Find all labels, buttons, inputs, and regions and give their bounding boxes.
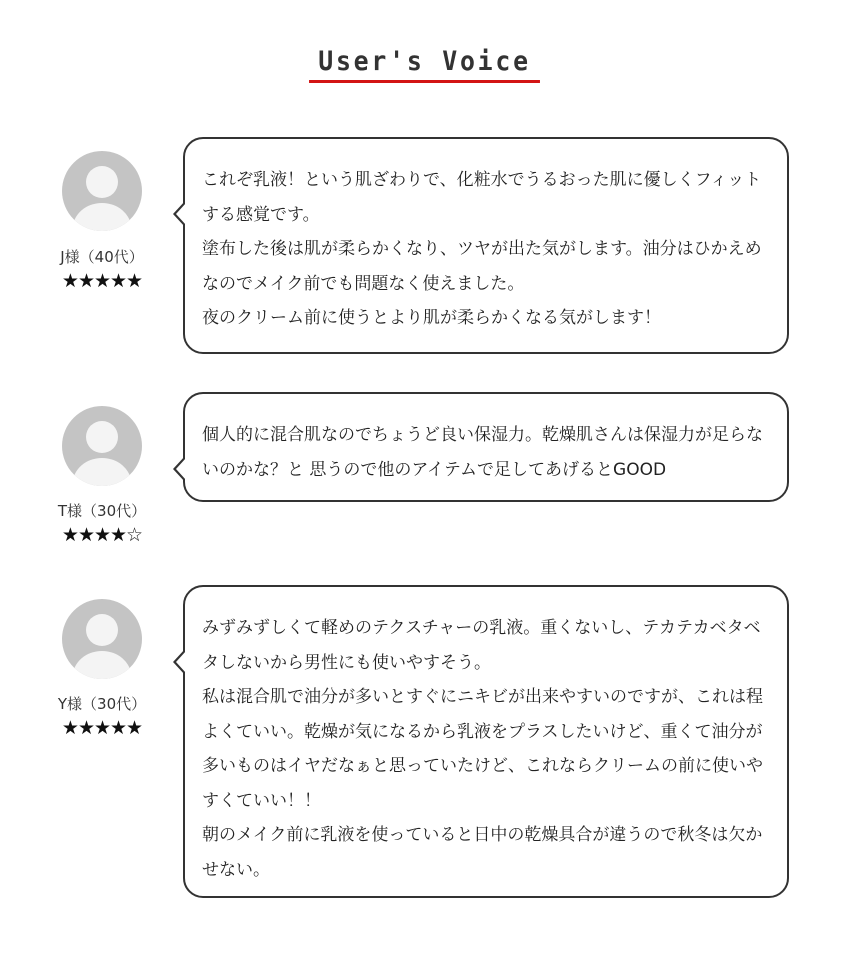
review-text: みずみずしくて軽めのテクスチャーの乳液。重くないし、テカテカベタベタしないから男性にも使いやすそう。 (202, 618, 761, 673)
avatar-head (86, 166, 118, 198)
avatar-body (73, 651, 131, 679)
star-rating: ★★★★★ (61, 270, 143, 292)
review-text: 夜のクリーム前に使うとより肌が柔らかくなる気がします！ (202, 308, 661, 328)
star-rating: ★★★★☆ (61, 524, 143, 546)
avatar-body (73, 458, 131, 486)
review-text: 個人的に混合肌なのでちょうど良い保湿力。乾燥肌さんは保湿力が足らないのかな？と 思うので他のアイテムで足してあげるとGOOD (202, 425, 763, 480)
reviewer-name: T様（30代） (57, 502, 147, 520)
avatar-head (86, 614, 118, 646)
user-avatar-icon (62, 599, 142, 679)
section-header (0, 46, 850, 83)
review-text: 塗布した後は肌が柔らかくなり、ツヤが出た気がします。油分はひかえめなのでメイク前でも問題なく使えました。 (202, 239, 762, 294)
speech-bubble (183, 137, 789, 354)
star-rating: ★★★★★ (61, 717, 143, 739)
page-title: User's Voice (309, 46, 540, 83)
speech-bubble (183, 392, 789, 502)
review-text: 朝のメイク前に乳液を使っていると日中の乾燥具合が違うので秋冬は欠かせない。 (202, 825, 763, 880)
user-avatar-icon (62, 151, 142, 231)
review-text: これぞ乳液！という肌ざわりで、化粧水でうるおった肌に優しくフィットする感覚です。 (202, 170, 762, 225)
user-avatar-icon (62, 406, 142, 486)
avatar-head (86, 421, 118, 453)
avatar-body (73, 203, 131, 231)
speech-bubble (183, 585, 789, 898)
reviewer-name: J様（40代） (60, 248, 144, 266)
reviewer-name: Y様（30代） (57, 695, 147, 713)
review-text: 私は混合肌で油分が多いとすぐにニキビが出来やすいのですが、これは程よくていい。乾燥が気になるから乳液をプラスしたいけど、重くて油分が多いものはイヤだなぁと思っていたけど、これならクリームの前に使いやすくていい！！ (202, 687, 763, 811)
